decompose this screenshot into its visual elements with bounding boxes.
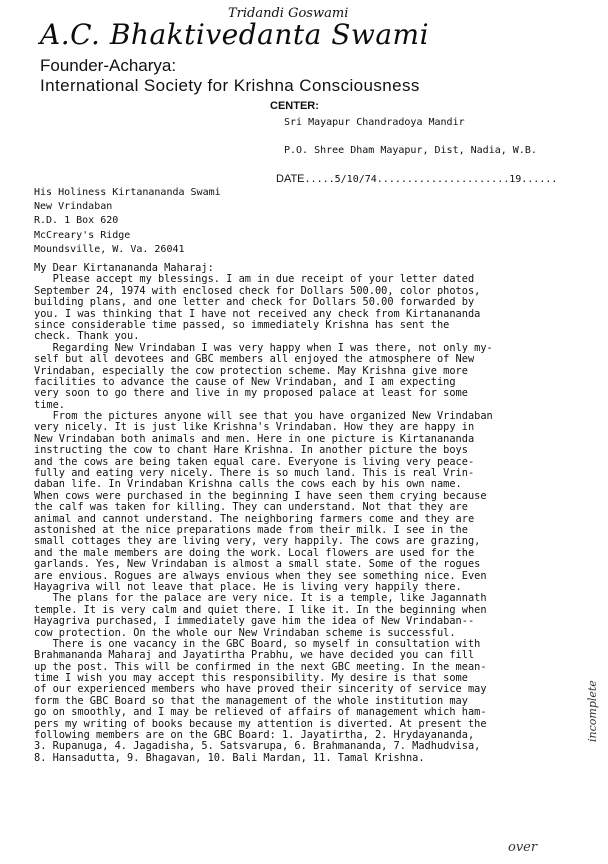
body-line: September 24, 1974 with enclosed check for Dollars 500.00, color photos,	[34, 284, 481, 297]
body-line: are envious. Rogues are always envious when they see something nice. Even	[34, 569, 487, 582]
body-line: following members are on the GBC Board: 1. Jayatirtha, 2. Hrydayananda,	[34, 729, 475, 742]
body-line: since considerable time passed, so immediately Krishna has sent the	[34, 318, 450, 331]
body-line: Hayagriva purchased, I immediately gave him the idea of New Vrindaban--	[34, 615, 475, 628]
body-line: astonished at the nice preparations made from their milk. I see in the	[34, 523, 468, 536]
body-line: From the pictures anyone will see that you have organized New Vrindaban	[34, 410, 493, 423]
body-line: the calf was taken for killing. They can understand. Not that they are	[34, 501, 468, 514]
body-line: building plans, and one letter and check for Dollars 50.00 forwarded by	[34, 296, 475, 309]
body-line: facilities to advance the cause of New Vrindaban, and I am expecting	[34, 375, 456, 388]
body-line: When cows were purchased in the beginning I have seen them crying because	[34, 489, 487, 502]
body-line: you. I was thinking that I have not received any check from Kirtanananda	[34, 307, 481, 320]
body-line: very soon to go there and live in my proposed palace at least for some	[34, 387, 468, 400]
body-line: daban life. In Vrindaban Krishna calls the cows each by his own name.	[34, 478, 462, 491]
body-line: New Vrindaban both animals and men. Here in one picture is Kirtanananda	[34, 432, 475, 445]
letterhead-name: A.C. Bhaktivedanta Swami	[40, 18, 430, 51]
letterhead-society: International Society for Krishna Consciousness	[40, 76, 420, 95]
margin-note: incomplete	[586, 680, 599, 742]
body-line: and the male members are doing the work. Local flowers are used for the	[34, 546, 475, 559]
body-line: pers my writing of books because my attention is diverted. At present the	[34, 717, 487, 730]
body-line: cow protection. On the whole our New Vrindaban scheme is successful.	[34, 626, 456, 639]
salutation: My Dear Kirtanananda Maharaj:	[34, 262, 214, 274]
letter-body	[34, 263, 582, 764]
body-line: time I wish you may accept this responsibility. My desire is that some	[34, 672, 468, 685]
addressee-line: McCreary's Ridge	[34, 229, 131, 241]
body-line: The plans for the palace are very nice. It is a temple, like Jagannath	[34, 592, 487, 605]
body-line: garlands. Yes, New Vrindaban is almost a small state. Some of the rogues	[34, 558, 481, 571]
body-line: Brahmananda Maharaj and Jayatirtha Prabhu, we have decided you can fill	[34, 649, 475, 662]
body-line: go on smoothly, and I may be relieved of affairs of management which ham-	[34, 706, 487, 719]
body-line: time.	[34, 398, 65, 411]
body-line: very nicely. It is just like Krishna's Vrindaban. How they are happy in	[34, 421, 475, 434]
letterhead-title: Tridandi Goswami	[228, 6, 349, 21]
body-line: temple. It is very calm and quiet there. I like it. In the beginning when	[34, 603, 487, 616]
body-line: instructing the cow to chant Hare Krishna. In another picture the boys	[34, 444, 468, 457]
body-line: animal and cannot understand. The neighboring farmers come and they are	[34, 512, 475, 525]
body-line: up the post. This will be confirmed in the next GBC meeting. In the mean-	[34, 660, 487, 673]
body-line: There is one vacancy in the GBC Board, so myself in consultation with	[34, 637, 481, 650]
addressee-line: New Vrindaban	[34, 201, 113, 213]
body-line: 3. Rupanuga, 4. Jagadisha, 5. Satsvarupa, 6. Brahmananda, 7. Madhudvisa,	[34, 740, 481, 753]
body-line: small cottages they are living very, very happily. The cows are grazing,	[34, 535, 481, 548]
addressee-block	[34, 186, 221, 257]
date-label: DATE	[276, 173, 305, 185]
body-line: of our experienced members who have proved their sincerity of service may	[34, 683, 487, 696]
body-line: check. Thank you.	[34, 330, 140, 343]
letterhead-founder: Founder-Acharya:	[40, 56, 177, 75]
body-line: form the GBC Board so that the management of the whole institution may	[34, 694, 468, 707]
bottom-note: over	[508, 840, 538, 855]
addressee-line: Moundsville, W. Va. 26041	[34, 243, 185, 255]
body-line: Please accept my blessings. I am in due receipt of your letter dated	[34, 273, 475, 286]
addressee-line: R.D. 1 Box 620	[34, 215, 119, 227]
addressee-line: His Holiness Kirtanananda Swami	[34, 187, 221, 198]
body-line: self but all devotees and GBC members all enjoyed the atmosphere of New	[34, 353, 475, 366]
body-line: Vrindaban, especially the cow protection scheme. May Krishna give more	[34, 364, 468, 377]
date-row	[276, 173, 557, 185]
body-line: and the cows are being taken equal care. Everyone is living very peace-	[34, 455, 475, 468]
body-line: Regarding New Vrindaban I was very happy when I was there, not only my-	[34, 341, 493, 354]
center-address-line-1: Sri Mayapur Chandradoya Mandir	[284, 117, 465, 128]
center-address-line-2: P.O. Shree Dham Mayapur, Dist, Nadia, W.B.	[284, 145, 537, 156]
body-line: 8. Hansadutta, 9. Bhagavan, 10. Bali Mardan, 11. Tamal Krishna.	[34, 751, 425, 764]
body-line: Hayagriva will not leave that place. He is living very happily there.	[34, 580, 462, 593]
date-value: .....5/10/74......................19......	[304, 174, 558, 185]
body-line: fully and eating very nicely. There is so much land. This is real Vrin-	[34, 467, 475, 480]
center-label: CENTER:	[270, 100, 319, 112]
